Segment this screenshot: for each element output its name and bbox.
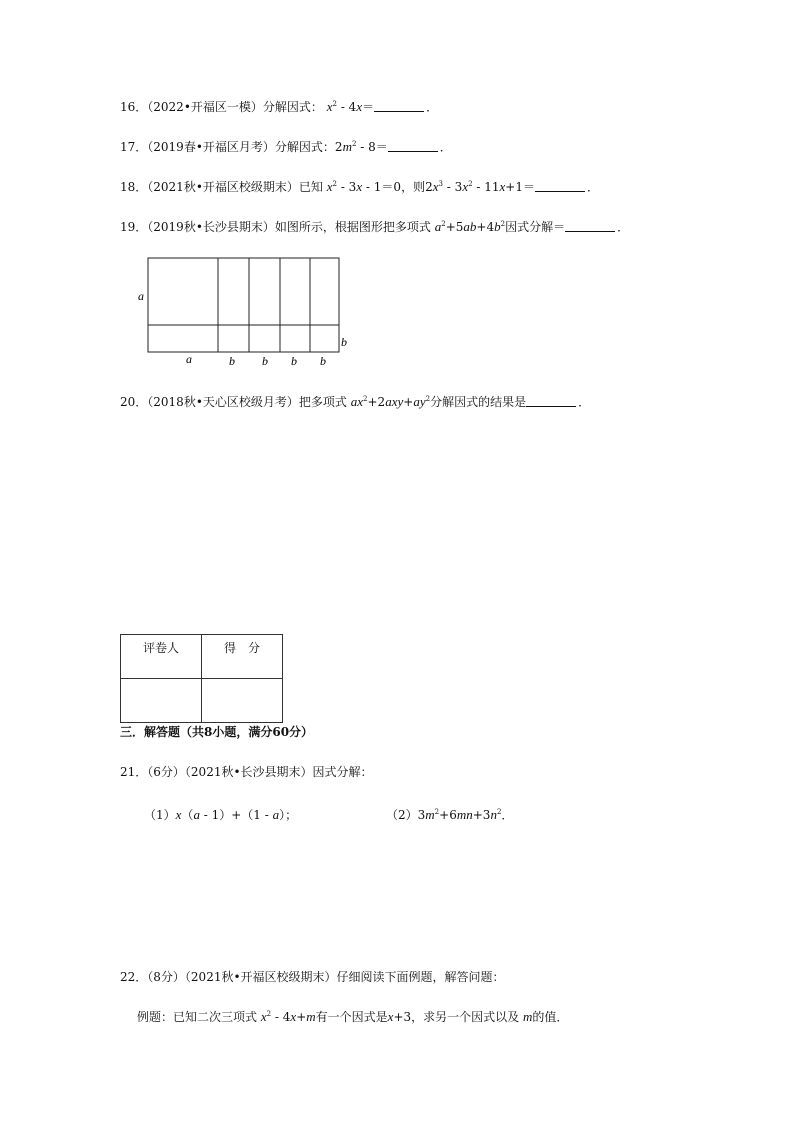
question-16: 16．（2022•开福区一模）分解因式： $x^2 - 4x=$ ． — [120, 99, 439, 114]
q21-part-1-formula: x（a - 1）+（1 - a）； — [175, 807, 298, 822]
score-header: 得 分 — [223, 641, 260, 655]
question-18: 18．（2021秋•开福区校级期末）已知 $x^2 - 3x - 1=0$，则$2x^3 - 3x^2 - 11x+1=$ ． — [120, 179, 600, 194]
q20-source: （2018秋•天心区校级月考） — [147, 395, 299, 409]
q18-number: 18． — [120, 180, 148, 194]
q22-example-trinomial: $x^2 - 4x+m$ — [260, 1009, 316, 1024]
q20-answer-blank[interactable] — [526, 394, 576, 407]
figure-bottom-label-a: a — [186, 352, 192, 366]
q22-source: （2021秋•开福区校级期末） — [184, 970, 337, 984]
q19-source: （2019秋•长沙县期末） — [147, 220, 275, 234]
q22-example-variable: m — [523, 1009, 533, 1024]
q21-points: （6分） — [147, 765, 185, 779]
q17-source: （2019春•开福区月考） — [147, 140, 275, 154]
question-20: 20．（2018秋•天心区校级月考）把多项式 $ax^2+2axy+ay^2$分解因式的结果是 ． — [120, 394, 591, 409]
q17-number: 17． — [120, 140, 148, 154]
q22-example-mid: 有一个因式是 — [315, 1010, 388, 1024]
question-21 — [120, 764, 373, 780]
q22-example-end: 的值． — [532, 1010, 569, 1024]
q21-text: 因式分解： — [312, 765, 373, 779]
q16-text: 分解因式： — [262, 100, 323, 114]
q21-part-2-formula: $3m^2+6mn+3n^2$． — [417, 807, 514, 822]
q22-example-factor: x+3 — [387, 1009, 412, 1024]
q18-formula: $2x^3 - 3x^2 - 11x+1=$ — [425, 179, 535, 194]
figure-bottom-label-b3: b — [291, 354, 297, 368]
q21-part-2-label: （2） — [386, 808, 418, 822]
q20-text: 把多项式 — [298, 395, 347, 409]
figure-right-label: b — [341, 335, 347, 349]
score-input-cell[interactable] — [202, 679, 283, 723]
section-3-title: 三．解答题（共8小题，满分60分） — [120, 725, 314, 739]
q18-condition: $x^2 - 3x - 1=0$ — [326, 179, 402, 194]
q21-part-2 — [386, 807, 513, 823]
grading-table — [120, 634, 283, 723]
q22-text: 仔细阅读下面例题，解答问题： — [336, 970, 505, 984]
question-19: 19．（2019秋•长沙县期末）如图所示，根据图形把多项式 $a^2+5ab+4b^2$因式分解＝ ． — [120, 219, 630, 234]
q16-source: （2022•开福区一模） — [147, 100, 263, 114]
q21-part-1 — [144, 807, 297, 823]
q17-formula: $2m^2 - 8=$ — [334, 139, 388, 154]
q18-text: 已知 — [298, 180, 323, 194]
q19-polynomial: $a^2+5ab+4b^2$ — [434, 219, 506, 234]
q17-text: 分解因式： — [274, 140, 335, 154]
q16-answer-blank[interactable] — [374, 99, 424, 112]
q20-number: 20． — [120, 395, 148, 409]
question-22 — [120, 969, 505, 985]
q16-formula: $x^2 - 4x=$ — [326, 99, 375, 114]
q19-tail: 因式分解＝ — [505, 220, 566, 234]
question-17: 17．（2019春•开福区月考）分解因式：$2m^2 - 8=$ ． — [120, 139, 452, 154]
q19-answer-blank[interactable] — [565, 219, 615, 232]
q22-example — [137, 1009, 568, 1025]
q22-number: 22． — [120, 970, 148, 984]
q22-example-label: 例题：已知二次三项式 — [137, 1010, 258, 1024]
grader-header: 评卷人 — [142, 641, 179, 655]
figure-bottom-label-b2: b — [262, 354, 268, 368]
figure-left-label: a — [138, 289, 144, 303]
q21-number: 21． — [120, 765, 148, 779]
q21-source: （2021秋•长沙县期末） — [184, 765, 313, 779]
grader-header-cell — [121, 635, 202, 679]
q22-example-tail: ，求另一个因式以及 — [411, 1010, 520, 1024]
q18-source: （2021秋•开福区校级期末） — [147, 180, 299, 194]
q20-polynomial: $ax^2+2axy+ay^2$ — [350, 394, 431, 409]
q18-answer-blank[interactable] — [535, 179, 585, 192]
q16-number: 16． — [120, 100, 148, 114]
q19-text: 如图所示，根据图形把多项式 — [274, 220, 431, 234]
q22-points: （8分） — [147, 970, 185, 984]
figure-bottom-label-b1: b — [229, 354, 235, 368]
grader-input-cell[interactable] — [121, 679, 202, 723]
area-model-figure — [132, 252, 356, 372]
q21-part-1-label: （1） — [144, 808, 176, 822]
q17-answer-blank[interactable] — [388, 139, 438, 152]
q19-number: 19． — [120, 220, 148, 234]
figure-bottom-label-b4: b — [320, 354, 326, 368]
score-header-cell — [202, 635, 283, 679]
q20-tail: 分解因式的结果是 — [430, 395, 527, 409]
q18-mid: ，则 — [401, 180, 426, 194]
